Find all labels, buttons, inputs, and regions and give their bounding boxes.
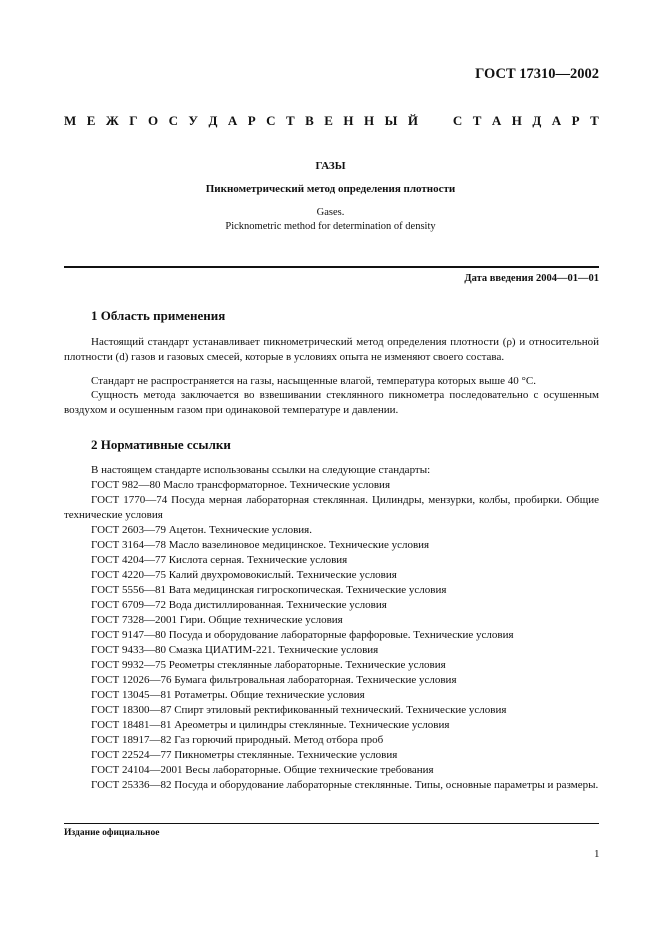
title-ru: ГАЗЫ bbox=[315, 160, 346, 172]
interstate-letter: У bbox=[188, 113, 198, 128]
reference-item: ГОСТ 1770—74 Посуда мерная лабораторная стеклянная. Цилиндры, мензурки, колбы, пробирки. Общие технические условия bbox=[64, 494, 599, 521]
interstate-letter: А bbox=[551, 113, 562, 128]
edition-label: Издание официальное bbox=[64, 828, 160, 838]
section-1-paragraph-1-text: Настоящий стандарт устанавливает пикнометрический метод определения плотности (ρ) и относительной плотности (d) газов и газовых смесей, которые в условиях опыта не изменяют своего состава. bbox=[64, 336, 599, 363]
interstate-letter: Ж bbox=[105, 113, 119, 128]
header-rule bbox=[64, 266, 599, 268]
subtitle-ru: Пикнометрический метод определения плотности bbox=[205, 183, 456, 195]
reference-item: ГОСТ 6709—72 Вода дистиллированная. Технические условия bbox=[91, 599, 387, 611]
document-code: ГОСТ 17310—2002 bbox=[475, 66, 599, 82]
interstate-letter: А bbox=[491, 113, 502, 128]
title-en bbox=[0, 206, 661, 234]
reference-item: ГОСТ 22524—77 Пикнометры стеклянные. Технические условия bbox=[91, 749, 398, 761]
reference-item: ГОСТ 9433—80 Смазка ЦИАТИМ-221. Технические условия bbox=[91, 644, 379, 656]
section-2-heading: 2 Нормативные ссылки bbox=[91, 437, 231, 452]
reference-item: ГОСТ 7328—2001 Гири. Общие технические условия bbox=[91, 614, 343, 626]
reference-item: ГОСТ 13045—81 Ротаметры. Общие технические условия bbox=[91, 689, 365, 701]
reference-item: ГОСТ 982—80 Масло трансформаторное. Технические условия bbox=[91, 479, 390, 491]
interstate-letter bbox=[428, 113, 442, 129]
section-1-paragraph-3-text: Сущность метода заключается во взвешивании стеклянного пикнометра последовательно с осушенным воздухом и осушенным газом при одинаковой температуре и давлении. bbox=[64, 389, 599, 416]
section-1-paragraph-1 bbox=[64, 335, 599, 364]
section-1-paragraph-3 bbox=[64, 388, 599, 417]
reference-item: ГОСТ 9932—75 Реометры стеклянные лабораторные. Технические условия bbox=[91, 659, 446, 671]
section-1-paragraph-2 bbox=[64, 374, 599, 389]
interstate-letter: Р bbox=[571, 113, 580, 128]
section-1-heading: 1 Область применения bbox=[91, 308, 226, 323]
interstate-letter: Е bbox=[324, 113, 333, 128]
interstate-letter: Н bbox=[511, 113, 522, 128]
reference-item: ГОСТ 4220—75 Калий двухромовокислый. Технические условия bbox=[91, 569, 397, 581]
interstate-letter: Д bbox=[208, 113, 218, 128]
interstate-letter: Т bbox=[286, 113, 295, 128]
reference-item: ГОСТ 25336—82 Посуда и оборудование лабораторные стеклянные. Типы, основные параметры и размеры. bbox=[91, 779, 599, 791]
interstate-letter: Р bbox=[247, 113, 256, 128]
interstate-letter: С bbox=[168, 113, 178, 128]
reference-item: ГОСТ 9147—80 Посуда и оборудование лабораторные фарфоровые. Технические условия bbox=[91, 629, 514, 641]
interstate-standard-label bbox=[64, 113, 599, 129]
references-list bbox=[64, 463, 599, 793]
reference-item: ГОСТ 12026—76 Бумага фильтровальная лабораторная. Технические условия bbox=[91, 674, 457, 686]
interstate-letter: В bbox=[305, 113, 314, 128]
reference-item: ГОСТ 5556—81 Вата медицинская гигроскопическая. Технические условия bbox=[91, 584, 447, 596]
reference-item: ГОСТ 3164—78 Масло вазелиновое медицинское. Технические условия bbox=[91, 539, 430, 551]
references-intro bbox=[64, 463, 599, 478]
introduction-date: Дата введения 2004—01—01 bbox=[464, 273, 599, 284]
reference-item: ГОСТ 18917—82 Газ горючий природный. Метод отбора проб bbox=[91, 734, 384, 746]
title-en-line2: Picknometric method for determination of density bbox=[225, 221, 436, 232]
interstate-letter: Т bbox=[590, 113, 599, 128]
reference-item: ГОСТ 18300—87 Спирт этиловый ректификованный технический. Технические условия bbox=[91, 704, 507, 716]
interstate-letter: Ы bbox=[384, 113, 398, 128]
interstate-letter: Т bbox=[472, 113, 482, 128]
interstate-letter: С bbox=[266, 113, 276, 128]
title-en-line1: Gases. bbox=[316, 207, 345, 218]
interstate-letter: А bbox=[227, 113, 238, 128]
interstate-letter: Н bbox=[364, 113, 375, 128]
reference-item: ГОСТ 4204—77 Кислота серная. Технические условия bbox=[91, 554, 348, 566]
reference-item: ГОСТ 18481—81 Ареометры и цилиндры стеклянные. Технические условия bbox=[91, 719, 450, 731]
reference-item: ГОСТ 24104—2001 Весы лабораторные. Общие технические требования bbox=[91, 764, 434, 776]
reference-item: ГОСТ 2603—79 Ацетон. Технические условия. bbox=[91, 524, 312, 536]
interstate-letter: Н bbox=[343, 113, 354, 128]
interstate-letter: Е bbox=[86, 113, 96, 128]
interstate-letter: О bbox=[147, 113, 159, 128]
interstate-letter: М bbox=[64, 113, 77, 128]
footer-rule bbox=[64, 823, 599, 824]
references-intro-text: В настоящем стандарте использованы ссылки на следующие стандарты: bbox=[91, 464, 431, 476]
interstate-letter: Д bbox=[532, 113, 542, 128]
interstate-letter: С bbox=[452, 113, 463, 128]
interstate-letter: Й bbox=[407, 113, 418, 128]
page-number: 1 bbox=[594, 848, 600, 860]
section-1-paragraph-2-text: Стандарт не распространяется на газы, насыщенные влагой, температура которых выше 40 °С. bbox=[91, 375, 536, 387]
interstate-letter: Г bbox=[129, 113, 138, 128]
